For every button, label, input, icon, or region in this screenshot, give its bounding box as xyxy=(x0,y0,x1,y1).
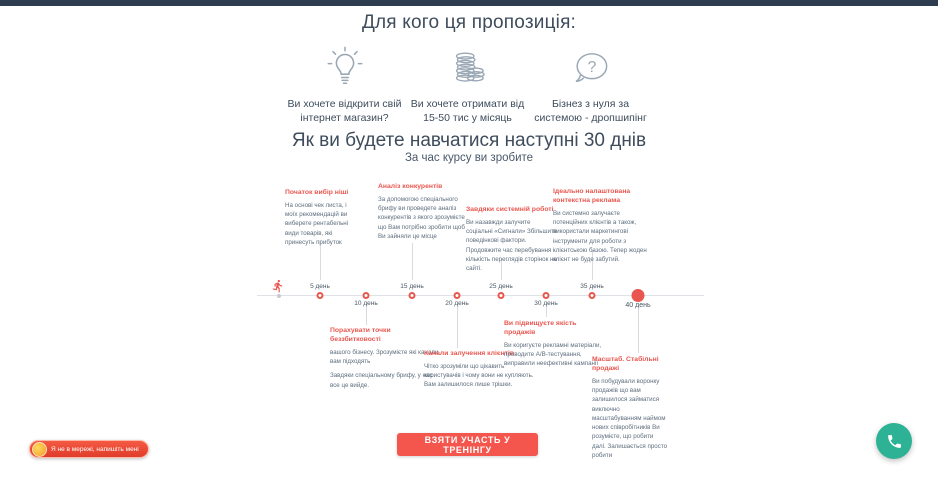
timeline-dot-day5 xyxy=(317,292,324,299)
callback-button[interactable] xyxy=(876,423,912,459)
timeline-block-title: Масштаб. Стабільні продажі xyxy=(592,356,659,372)
timeline-dot-day40 xyxy=(632,289,645,302)
day-label: 5 день xyxy=(310,283,330,290)
day-label: 40 день xyxy=(625,302,651,309)
timeline-block-title: Ви підвищуєте якість продажів xyxy=(504,320,577,336)
course-section-title: Як ви будете навчатися наступні 30 днів xyxy=(291,130,647,151)
timeline-block-body: вашого бізнесу. Зрозумієте які канали вам підходять xyxy=(330,348,439,365)
timeline-block-scale xyxy=(592,356,668,460)
timeline-connector xyxy=(366,304,367,325)
timeline-connector xyxy=(638,309,639,353)
timeline-dot-day15 xyxy=(409,292,416,299)
course-section-subtitle: За час курсу ви зробите xyxy=(404,152,534,164)
timeline-dot-day25 xyxy=(498,292,505,299)
phone-icon xyxy=(886,433,903,450)
audience-item-dropshipping xyxy=(530,40,651,125)
day-label: 10 день xyxy=(354,300,378,307)
timeline-block-competitors xyxy=(378,183,466,241)
timeline-dot-day35 xyxy=(589,292,596,299)
timeline-connector xyxy=(412,243,413,280)
timeline-block-system-work xyxy=(466,206,558,274)
svg-text:?: ? xyxy=(587,59,596,77)
day-label: 15 день xyxy=(400,283,424,290)
timeline-block-body: Ви побудували воронку продажів що вам залишилося займатися виключно масштабуванням наймом нових співробітників Ви розумієте, що робити далі. Залишається просто робити xyxy=(592,377,668,460)
timeline-block-title: Канали залучення клієнтів xyxy=(424,350,515,357)
join-training-button[interactable]: ВЗЯТИ УЧАСТЬ У ТРЕНІНГУ xyxy=(397,433,538,456)
audience-item-label: Бізнез з нуля за системою - дропшипінг xyxy=(534,98,647,125)
audience-item-label: Ви хочете отримати від 15-50 тис у місяць xyxy=(410,98,525,125)
audience-item-shop xyxy=(284,40,405,125)
timeline-block-title: Порахувати точки беззбитковості xyxy=(330,327,391,343)
timeline-block-body: Ви системно залучаєте потенційних клієнтів а також, використали маркетингові інструменти для роботи з клієнтською базою. Тепер жоден клієнт не буде забутий. xyxy=(553,209,647,264)
timeline-block-body: Ви назавжди залучите соціальні «Сигнали» Збільшите поведінкові фактори. Продовжите час перебування і кількість переглядів сторінок на сайті. xyxy=(466,218,558,273)
lightbulb-icon xyxy=(322,40,368,90)
audience-item-income xyxy=(407,40,528,125)
audience-section-title: Для кого ця пропозиція: xyxy=(361,12,577,33)
timeline-dot-day10 xyxy=(363,292,370,299)
timeline-block-body: За допомогою спеціального брифу ви проведете аналіз конкурентів з якого зрозумієте що Вам потрібно зробити щоб Ви зайняли це місце xyxy=(378,195,465,241)
timeline-block-title: Ідеально налаштована контекстна реклама xyxy=(553,188,631,204)
timeline-block-body: Чітко зрозуміли що цікавить користувачів і чому вони не купляють. Вам залишилося лише трішки. xyxy=(424,362,534,389)
timeline-block-body: На основі чек листа, і моїх рекомендацій ви виберете рентабельні види товарів, які принесуть прибуток xyxy=(285,201,349,247)
top-accent-bar xyxy=(0,0,938,6)
coins-icon xyxy=(446,40,490,90)
agent-avatar-icon xyxy=(32,442,47,457)
timeline-block-title: Завдяки системній роботі xyxy=(466,206,554,213)
timeline-dot-day20 xyxy=(454,292,461,299)
question-bubble-icon xyxy=(568,40,614,90)
day-label: 25 день xyxy=(489,283,513,290)
chat-widget-button[interactable] xyxy=(29,440,149,458)
chat-widget-label: Я не в мережі, напишіть мені xyxy=(51,445,139,453)
runner-icon xyxy=(271,279,285,293)
timeline-block-title: Аналіз конкурентів xyxy=(378,183,443,190)
day-label: 30 день xyxy=(534,300,558,307)
audience-row xyxy=(284,40,654,125)
timeline-block-context-ads xyxy=(553,188,653,264)
timeline-block-body: Ви коригуєте рекламні матеріали, проводите А/В-тестування, виправили неефективні кампанії xyxy=(504,341,602,368)
timeline-connector xyxy=(457,304,458,348)
day-label: 35 день xyxy=(580,283,604,290)
timeline-block-niche xyxy=(285,189,357,247)
timeline-start-dot xyxy=(277,294,281,298)
day-label: 20 день xyxy=(445,300,469,307)
timeline-block-title: Початок вибір ніші xyxy=(285,189,349,196)
timeline-block-body: Завдяки спеціальному брифу, у нас все це вийде. xyxy=(330,372,433,389)
timeline-dot-day30 xyxy=(543,292,550,299)
audience-item-label: Ви хочете відкрити свій інтернет магазин? xyxy=(287,98,402,125)
